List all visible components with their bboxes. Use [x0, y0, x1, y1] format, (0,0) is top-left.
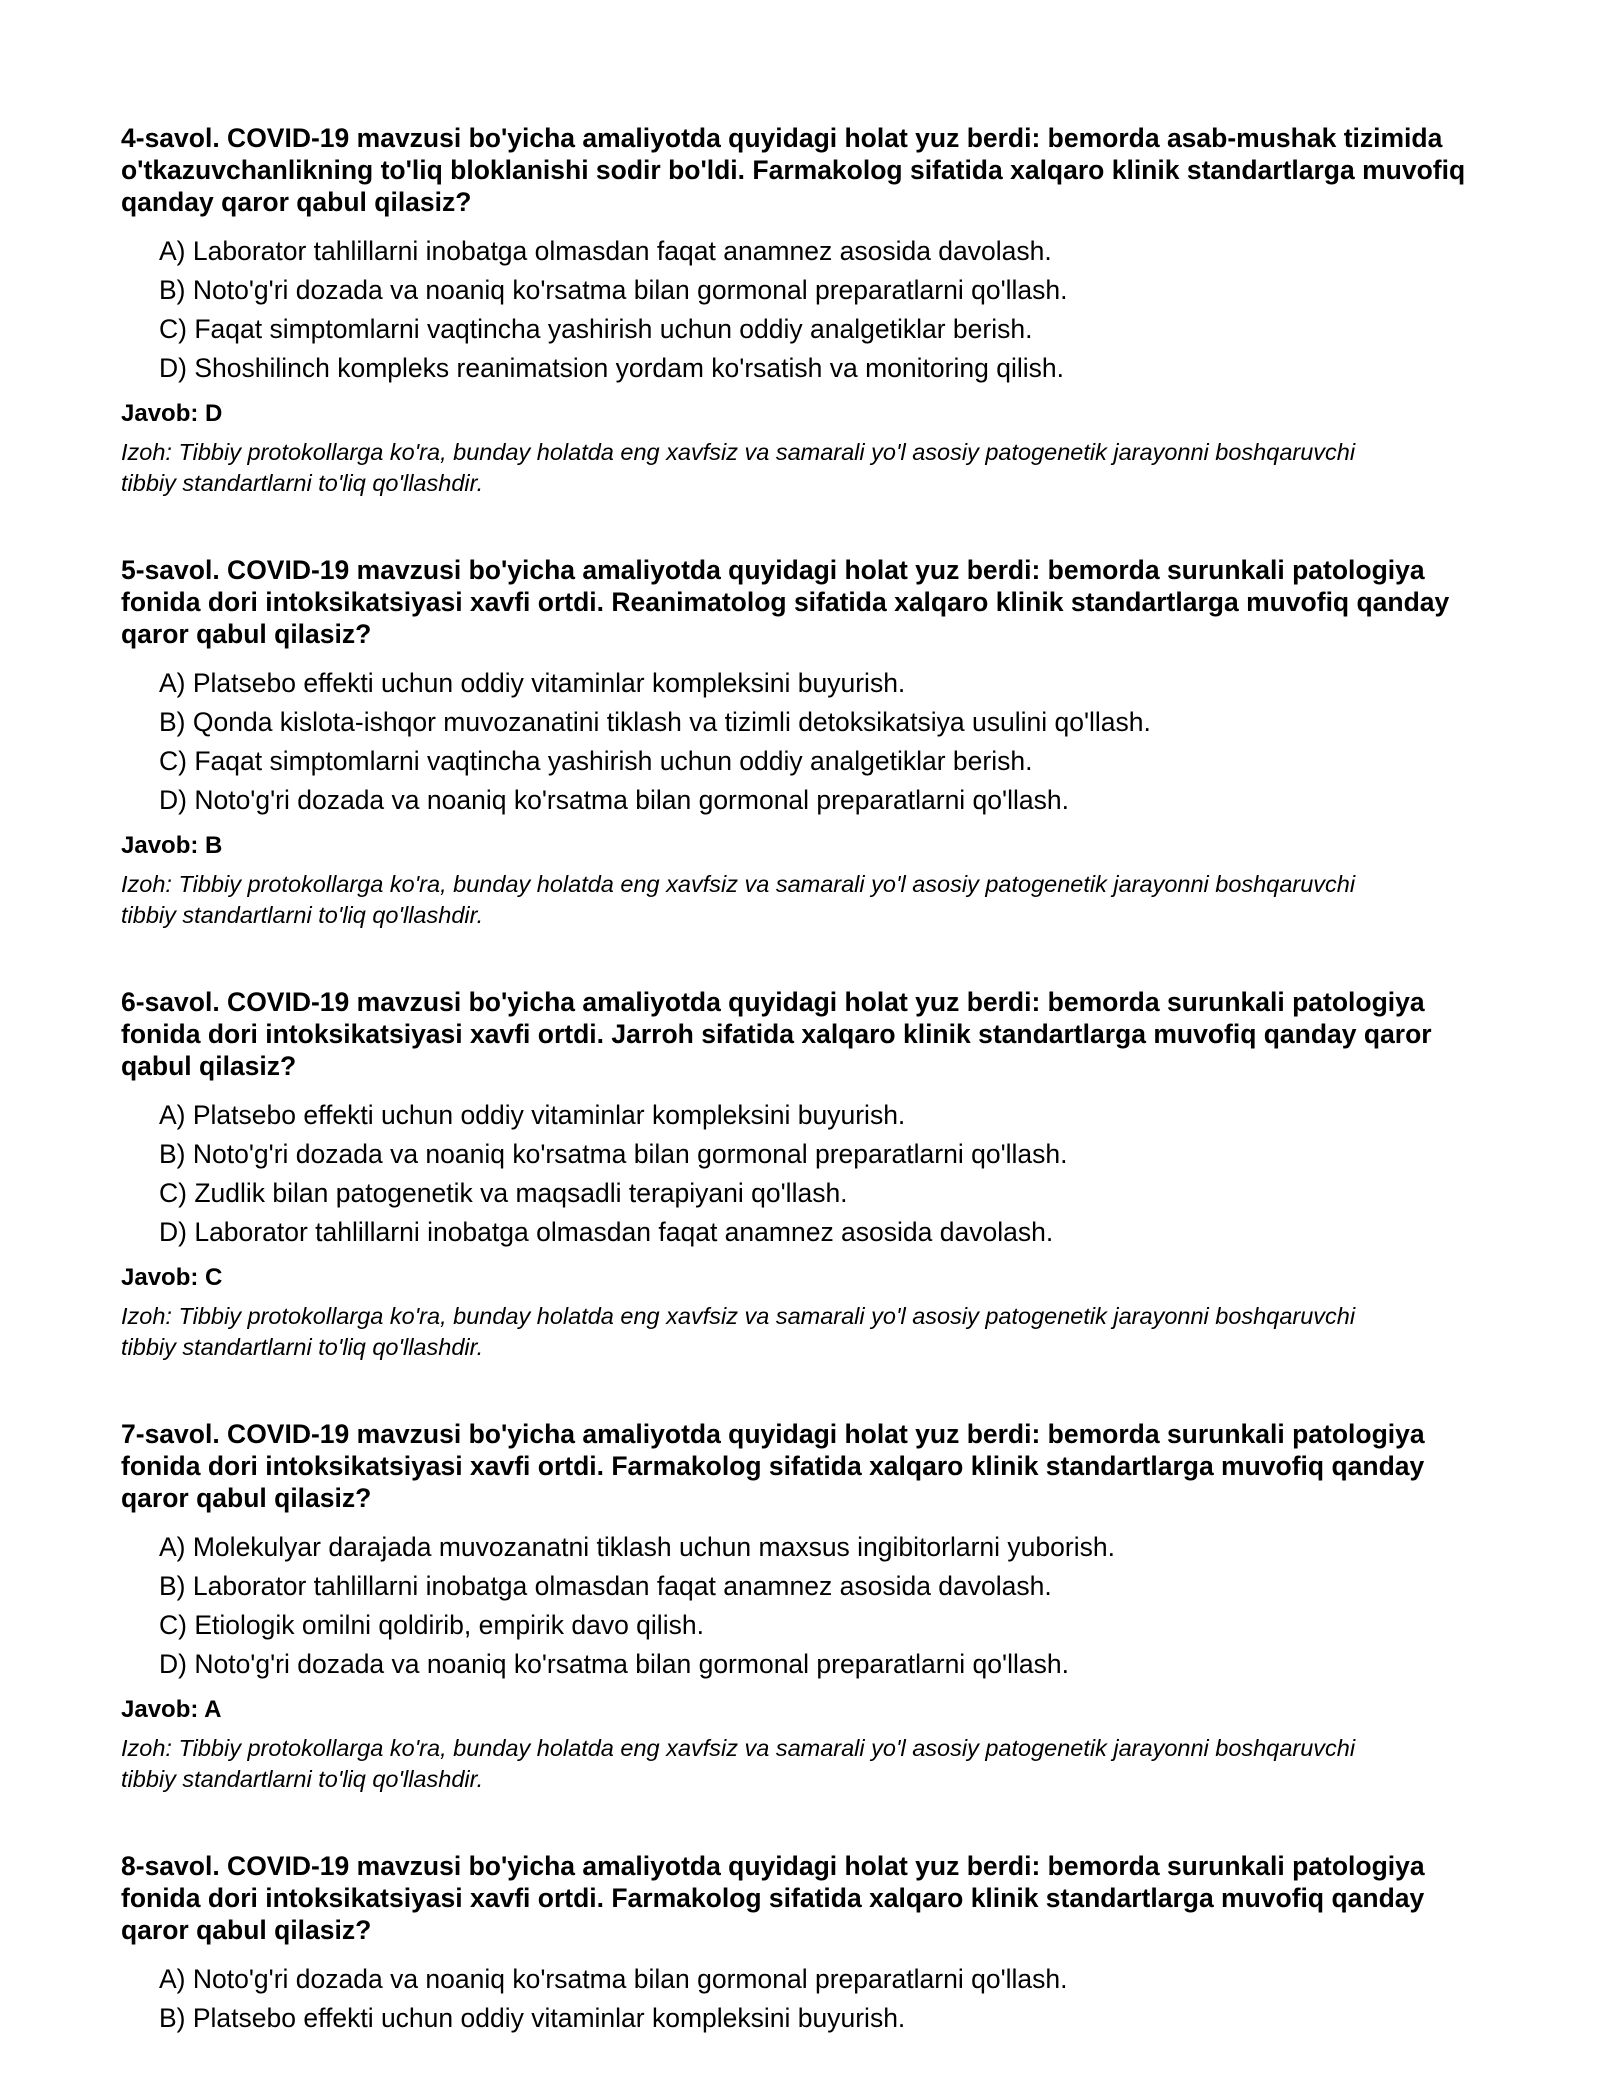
- option-d: D) Noto'g'ri dozada va noaniq ko'rsatma bilan gormonal preparatlarni qo'llash.: [159, 785, 1069, 815]
- option-a: A) Noto'g'ri dozada va noaniq ko'rsatma bilan gormonal preparatlarni qo'llash.: [159, 1964, 1068, 1994]
- option-b: B) Platsebo effekti uchun oddiy vitaminlar kompleksini buyurish.: [159, 2003, 906, 2033]
- explanation-note: Izoh: Tibbiy protokollarga ko'ra, bunday holatda eng xavfsiz va samarali yo'l asosiy patogenetik jarayonni boshqaruvchi tibbiy standartlarni to'liq qo'llashdir.: [121, 1735, 1356, 1792]
- question-title: 7-savol. COVID-19 mavzusi bo'yicha amaliyotda quyidagi holat yuz berdi: bemorda surunkali patologiya fonida dori intoksikatsiyasi xavfi ortdi. Farmakolog sifatida xalqaro klinik standartlarga muvofiq qanday qaror qabul qilasiz?: [121, 1419, 1425, 1513]
- explanation-note: Izoh: Tibbiy protokollarga ko'ra, bunday holatda eng xavfsiz va samarali yo'l asosiy patogenetik jarayonni boshqaruvchi tibbiy standartlarni to'liq qo'llashdir.: [121, 439, 1356, 496]
- question-title: 4-savol. COVID-19 mavzusi bo'yicha amaliyotda quyidagi holat yuz berdi: bemorda asab-mushak tizimida o'tkazuvchanlikning to'liq bloklanishi sodir bo'ldi. Farmakolog sifatida xalqaro klinik standartlarga muvofiq qanday qaror qabul qilasiz?: [121, 123, 1466, 217]
- option-b: B) Noto'g'ri dozada va noaniq ko'rsatma bilan gormonal preparatlarni qo'llash.: [159, 1139, 1068, 1169]
- question-6: [121, 986, 1481, 1363]
- explanation-note: Izoh: Tibbiy protokollarga ko'ra, bunday holatda eng xavfsiz va samarali yo'l asosiy patogenetik jarayonni boshqaruvchi tibbiy standartlarni to'liq qo'llashdir.: [121, 1303, 1356, 1360]
- option-d: D) Laborator tahlillarni inobatga olmasdan faqat anamnez asosida davolash.: [159, 1217, 1054, 1247]
- answer-label: Javob: C: [121, 1264, 223, 1291]
- option-b: B) Laborator tahlillarni inobatga olmasdan faqat anamnez asosida davolash.: [159, 1571, 1052, 1601]
- document-page: [121, 122, 1481, 2093]
- option-d: D) Shoshilinch kompleks reanimatsion yordam ko'rsatish va monitoring qilish.: [159, 353, 1064, 383]
- option-a: A) Laborator tahlillarni inobatga olmasdan faqat anamnez asosida davolash.: [159, 236, 1052, 266]
- option-a: A) Platsebo effekti uchun oddiy vitaminlar kompleksini buyurish.: [159, 1100, 906, 1130]
- question-7: [121, 1418, 1481, 1795]
- question-4: [121, 122, 1481, 499]
- question-8: [121, 1850, 1481, 2038]
- answer-label: Javob: D: [121, 400, 223, 427]
- question-5: [121, 554, 1481, 931]
- option-c: C) Zudlik bilan patogenetik va maqsadli terapiyani qo'llash.: [159, 1178, 848, 1208]
- question-title: 8-savol. COVID-19 mavzusi bo'yicha amaliyotda quyidagi holat yuz berdi: bemorda surunkali patologiya fonida dori intoksikatsiyasi xavfi ortdi. Farmakolog sifatida xalqaro klinik standartlarga muvofiq qanday qaror qabul qilasiz?: [121, 1851, 1425, 1945]
- answer-label: Javob: A: [121, 1696, 222, 1723]
- option-list: [121, 1528, 1481, 1684]
- option-a: A) Platsebo effekti uchun oddiy vitaminlar kompleksini buyurish.: [159, 668, 906, 698]
- option-c: C) Faqat simptomlarni vaqtincha yashirish uchun oddiy analgetiklar berish.: [159, 314, 1033, 344]
- option-a: A) Molekulyar darajada muvozanatni tiklash uchun maxsus ingibitorlarni yuborish.: [159, 1532, 1115, 1562]
- option-list: [121, 1096, 1481, 1252]
- option-b: B) Qonda kislota-ishqor muvozanatini tiklash va tizimli detoksikatsiya usulini qo'llash.: [159, 707, 1151, 737]
- question-title: 5-savol. COVID-19 mavzusi bo'yicha amaliyotda quyidagi holat yuz berdi: bemorda surunkali patologiya fonida dori intoksikatsiyasi xavfi ortdi. Reanimatolog sifatida xalqaro klinik standartlarga muvofiq qanday qaror qabul qilasiz?: [121, 555, 1450, 649]
- option-list: [121, 1960, 1481, 2038]
- option-d: D) Noto'g'ri dozada va noaniq ko'rsatma bilan gormonal preparatlarni qo'llash.: [159, 1649, 1069, 1679]
- question-title: 6-savol. COVID-19 mavzusi bo'yicha amaliyotda quyidagi holat yuz berdi: bemorda surunkali patologiya fonida dori intoksikatsiyasi xavfi ortdi. Jarroh sifatida xalqaro klinik standartlarga muvofiq qanday qaror qabul qilasiz?: [121, 987, 1432, 1081]
- explanation-note: Izoh: Tibbiy protokollarga ko'ra, bunday holatda eng xavfsiz va samarali yo'l asosiy patogenetik jarayonni boshqaruvchi tibbiy standartlarni to'liq qo'llashdir.: [121, 871, 1356, 928]
- option-c: C) Faqat simptomlarni vaqtincha yashirish uchun oddiy analgetiklar berish.: [159, 746, 1033, 776]
- option-b: B) Noto'g'ri dozada va noaniq ko'rsatma bilan gormonal preparatlarni qo'llash.: [159, 275, 1068, 305]
- option-c: C) Etiologik omilni qoldirib, empirik davo qilish.: [159, 1610, 704, 1640]
- answer-label: Javob: B: [121, 832, 223, 859]
- option-list: [121, 664, 1481, 820]
- option-list: [121, 232, 1481, 388]
